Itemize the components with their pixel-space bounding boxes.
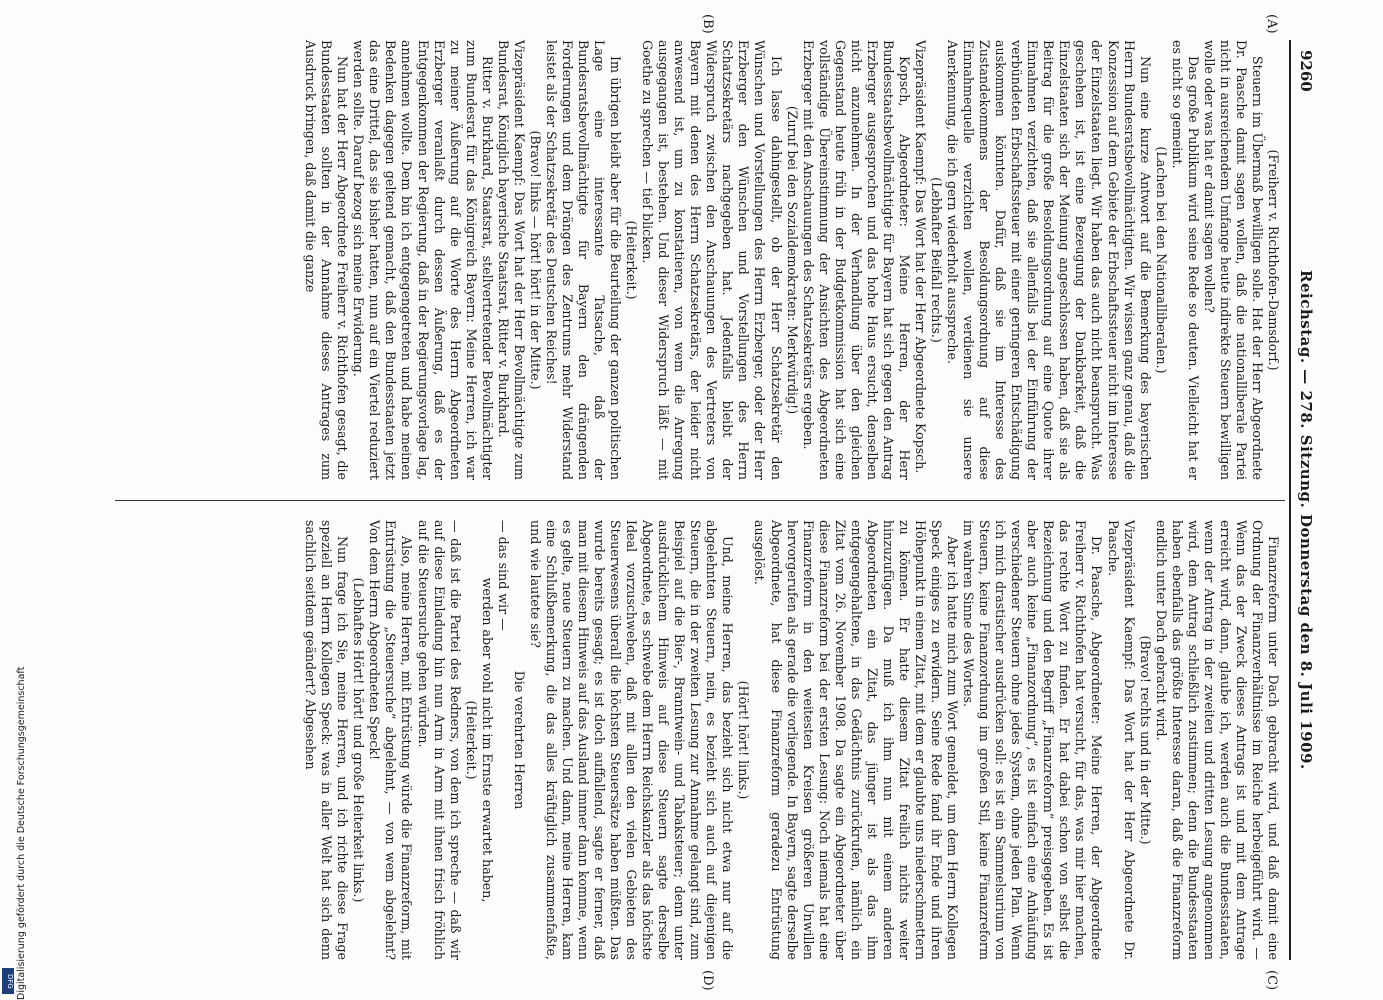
paragraph: Also, meine Herren, mit Entrüstung würde die Finanzreform, mit Entrüstung die „Steuersuche“ abgelehnt, — von wem abgelehnt? Von dem Herrn Abgeordneten Speck! [367,520,415,960]
text-column-left [302,40,1281,480]
paragraph: (Lebhaftes Hört! hört! und große Heiterkeit links.) [351,577,367,903]
margin-marker-c: (C) [1264,970,1279,991]
paragraph: (Lachen bei den Nationalliberalen.) [1153,146,1169,374]
paragraph: Kopsch, Abgeordneter: Meine Herren, der Herr Bundesstaatsbevollmächtigte für Bayern hat sich gegen den Antrag Erzberger ausgesprochen und das hohe Haus ersucht, denselben nicht anzunehmen. In der Verhandlung über den gleichen Gegenstand heute früh in der Budgetkommission hat sich eine vollständige Übereinstimmung der Ansichten des Abgeordneten Erzberger mit den Anschauungen des Schatzsekretärs ergeben. [800,40,912,480]
paragraph: Die verehrten Herren [511,670,527,810]
dfg-logo: DFG [2,968,14,994]
paragraph: (Heiterkeit.) [463,700,479,780]
paragraph: (Hört! hört! links.) [736,680,752,800]
header-rule [1289,40,1291,960]
paragraph: Dr. Paasche, Abgeordneter: Meine Herren, der Abgeordnete Freiherr v. Richthofen hat versucht, für das, was mir hier machen, das rechte Wort zu finden. Er hat dabei schon von selbst die Bezeichnung und den Begriff „Finanzreform“ preisgegeben. Es ist aber auch keine „Finanzordnung“, es ist einfach eine Anhäufung verschiedener Steuern ohne jedes System, ohne jeden Plan. Wenn ich mich drastischer ausdrücken soll: es ist ein Sammelsurium von Steuern, keine Finanzordnung im großen Stil, keine Finanzreform im wahren Sinne des Wortes. [961,520,1105,960]
paragraph: werden aber wohl nicht im Ernste erwartet haben, [479,577,495,903]
paragraph: — daß ist die Partei des Redners, von dem ich spreche — daß wir auf diese Einladung hin nun Arm in Arm mit ihnen frisch fröhlich auf die Steuersuche gehen würden. [415,520,463,960]
paragraph: Das große Publikum wird seine Rede so deuten. Vielleicht hat er es nicht so gemeint. [1169,40,1201,480]
rotated-sheet [75,14,1315,991]
paragraph: Im übrigen bleibt aber für die Beurteilung der ganzen politischen Lage eine interessante Tatsache, daß der Bundesratsbevollmächtigte für Bayern den drängenden Forderungen und dem Drängen des Zentrums mehr Widerstand leistet als der Schatzsekretär des Deutschen Reiches! [543,40,624,480]
paragraph: (Bravo! rechts und in der Mitte.) [1137,635,1153,845]
margin-marker-a: (A) [1264,14,1279,34]
paragraph: Vizepräsident Kaempf: Das Wort hat der Herr Abgeordnete Dr. Paasche. [1105,520,1137,960]
paragraph: (Zuruf bei den Sozialdemokraten: Merkwürdig!) [784,105,800,415]
margin-marker-b: (B) [700,14,715,34]
paragraph: Steuern im Übermaß bewilligen solle. Hat der Herr Abgeordnete Dr. Paasche damit sagen wollen, daß die nationalliberale Partei nicht in ausreichendem Umfange heute indirekte Steuern bewilligen wolle oder was hat er damit sagen wollen? [1201,40,1265,480]
paragraph: (Lebhafter Beifall rechts.) [929,177,945,343]
paragraph: Vizepräsident Kaempf: Das Wort hat der Herr Abgeordnete Kopsch. [912,40,928,474]
paragraph: Nun frage ich Sie, meine Herren, und ich richte diese Frage speziell an Herrn Kollegen Speck: was in aller Welt hat sich denn sachlich seitdem geändert? Abgesehen [303,520,351,960]
column-separator [115,500,1285,501]
paragraph: Nun eine kurze Antwort auf die Bemerkung des bayerischen Herrn Bundesratsbevollmächtigten. Wir wissen ganz genau, daß die Konzession auf dem Gebiete der Erbschaftssteuer nicht im Interesse der Einzelstaaten liegt. Wir haben das auch nicht beansprucht. Was geschehen ist, ist eine Bezeugung der Dankbarkeit, daß die Einzelstaaten sich der Meinung angeschlossen haben, daß sie als Beitrag für die große Besoldungsordnung auf eine Quote ihrer Einnahmen verzichten, daß sie allenfalls bei der Einführung der verbündeten Erbschaftssteuer mit einer geringeren Entschädigung auskommen könnten. Dafür, daß sie im Interesse des Zustandekommens der Besoldungsordnung auf diese Einnahmequelle verzichten wollen, verdienen sie unsere Anerkennung, die ich gern wiederholt ausspreche. [945,40,1153,480]
paragraph: Und, meine Herren, das bezieht sich nicht etwa nur auf die abgelehnten Steuern, nein, es bezieht sich auch auf diejenigen Steuern, die in der zweiten Lesung zur Annahme gelangt sind, zum Beispiel auf die Bier-, Branntwein- und Tabaksteuer; denn unter ausdrücklichem Hinweis auf diese Steuern sagte derselbe Abgeordnete, es schwebe dem Herrn Reichskanzler als das höchste Ideal vorzuschweben, daß mit allen den vielen Gebieten des Steuerwesens überall die höchsten Steuersätze haben müßten. Das wurde bereits gesagt; es ist doch auffallend, sagte er ferner, daß man mit diesem Hinweis auf das Ausland immer dann komme, wenn es gelte, neue Steuern zu machen. Und dann, meine Herren, kam eine Schlußbemerkung, die das alles kräftiglich zusammenfaßte, und wie lautete sie? [527,520,736,960]
margin-marker-d: (D) [700,970,715,991]
paragraph: Ritter v. Burkhard, Staatsrat, stellvertretender Bevollmächtigter zum Bundesrat für das Königreich Bayern: Meine Herren, ich war zu meiner Äußerung auf die Worte des Herrn Abgeordneten Erzberger veranlaßt durch dessen Äußerung, daß es der Entgegenkommen der Regierung, daß in der Regierungsvorlage lag, annehmen wollte. Dem bin ich entgegengetreten und habe meinen Bedenken dagegen geltend gemacht, daß den Bundesstaaten jetzt das eine Drittel, das sie bisher hatten, nun auf ein Viertel reduziert werden sollte. Darauf bezog sich meine Erwiderung. [351,40,495,480]
running-title: Reichstag. — 278. Sitzung. Donnerstag den 8. Juli 1909. [1297,270,1315,770]
paragraph: Ich lasse dahingestellt, ob der Herr Schatzsekretär den Wünschen und Vorstellungen des Herrn Erzberger, oder der Herr Erzberger den Wünschen und Vorstellungen des Herrn Schatzsekretärs nachgegeben hat. Jedenfalls bleibt der Widerspruch zwischen den Anschauungen des Vertreters von Bayern mit denen des Herrn Schatzsekretärs, der leider nicht anwesend ist, um zu konstatieren, von wem die Anregung ausgegangen ist, bestehen. Und dieser Widerspruch läßt — mit Goethe zu sprechen — tief blicken. [640,40,784,480]
text-column-right [302,520,1281,960]
paragraph: Vizepräsident Kaempf: Das Wort hat der Herr Bevollmächtigte zum Bundesrat, Königlich bayerische Staatsrat, Ritter v. Burkhard. [495,40,527,480]
paragraph: (Heiterkeit.) [624,220,640,300]
paragraph: Finanzreform unter Dach gebracht wird, und daß damit eine Ordnung der Finanzverhältnisse im Reiche herbeigeführt wird. — Wenn das der Zweck dieses Antrags ist und mit dem Antrage erreicht wird, dann, glaube ich, werden auch die Bundesstaaten, wenn der Antrag in der zweiten und dritten Lesung angenommen wird, dem Antrag schließlich zustimmen; denn die Bundesstaaten haben ebenfalls das größte Interesse daran, daß die Finanzreform endlich unter Dach gebracht wird. [1153,520,1281,960]
paragraph: (Freiherr v. Richthofen-Damsdorf.) [1266,149,1281,371]
paragraph: (Bravo! links — hört! hört! in der Mitte.) [527,130,543,390]
digitization-sidebar [0,600,16,1000]
paragraph: Aber ich hatte mich zum Wort gemeldet, um dem Herrn Kollegen Speck einiges zu erwidern. Seine Rede fand ihr Ende und ihren Höhepunkt in einem Zitat, mit dem er glaubte uns niederschmettern zu können. Er hatte diesem Zitat freilich nichts weiter hinzuzufügen. Da muß ich ihm nun mit einem anderen Abgeordneten ein Zitat, das jünger ist als das ihm entgegengehaltene, in das Gedächtnis zurückrufen, nämlich ein Zitat vom 26. November 1908. Da sagte ein Abgeordneter über diese Finanzreform bei der ersten Lesung: Noch niemals hat eine Finanzreform in den weitesten Kreisen größeren Unwillen hervorgerufen als gerade die vorliegende. In Bayern, sagte derselbe Abgeordnete, hat diese Finanzreform geradezu Entrüstung ausgelöst. [752,520,961,960]
page-number: 9260 [1297,50,1315,92]
paragraph: Nun hat der Herr Abgeordnete Freiherr v. Richthofen gesagt, die Bundesstaaten sollten in der Annahme dieses Antrages zum Ausdruck bringen, daß damit die ganze [303,40,351,480]
paragraph: — das sind wir — [495,520,511,631]
digitization-credit: Digitalisierung gefördert durch die Deutsche Forschungsgemeinschaft [16,666,27,1000]
